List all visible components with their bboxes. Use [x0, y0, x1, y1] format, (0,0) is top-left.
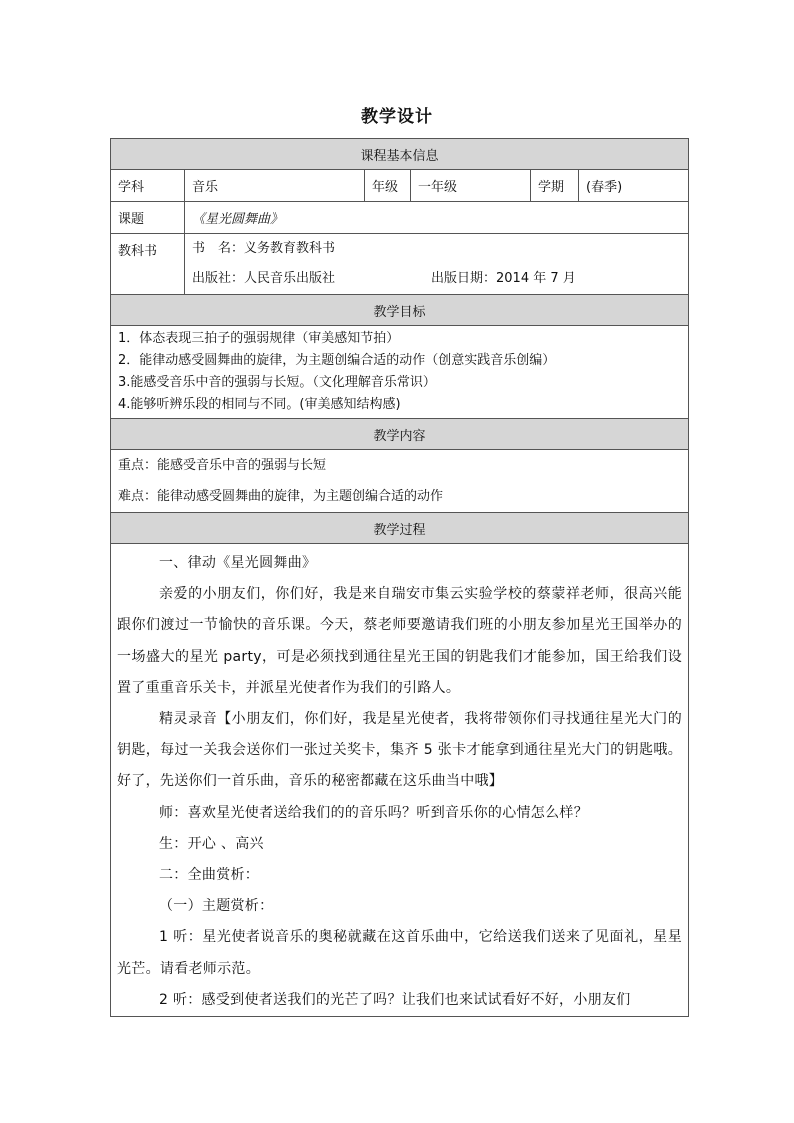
process-header-row	[111, 513, 689, 544]
difficult-point: 难点：能律动感受圆舞曲的旋律，为主题创编合适的动作	[118, 489, 444, 504]
process-cell	[111, 544, 689, 1017]
textbook-label: 教科书	[111, 234, 185, 295]
process-paragraph: （一）主题赏析：	[159, 898, 274, 915]
goals-header-row	[111, 295, 689, 326]
content-header-row	[111, 419, 689, 450]
lesson-value: 《星光圆舞曲》	[185, 202, 689, 234]
basic-info-header-row	[111, 139, 689, 170]
goals-row	[111, 326, 689, 419]
grade-value: 一年级	[411, 170, 531, 202]
key-point: 重点：能感受音乐中音的强弱与长短	[118, 458, 327, 473]
process-paragraph: 生：开心 、高兴	[159, 835, 264, 852]
content-cell	[111, 450, 689, 513]
content-header: 教学内容	[111, 419, 689, 450]
lesson-plan-table	[110, 138, 689, 1017]
process-paragraph: 一、律动《星光圆舞曲》	[159, 555, 317, 571]
publisher: 出版社：人民音乐出版社	[192, 271, 336, 286]
goal-item: 4.能够听辨乐段的相同与不同。(审美感知结构感)	[118, 397, 401, 412]
document-title: 教学设计	[361, 107, 433, 127]
subject-value: 音乐	[185, 170, 365, 202]
lesson-title-row	[111, 202, 689, 234]
grade-label: 年级	[365, 170, 411, 202]
lesson-label: 课题	[111, 202, 185, 234]
process-header: 教学过程	[111, 513, 689, 544]
process-paragraph: 精灵录音【小朋友们，你们好，我是星光使者，我将带领你们寻找通往星光大门的钥匙，每过一关我会送你们一张过关奖卡，集齐 5 张卡才能拿到通往星光大门的钥匙哦。好了，先送你们一首乐曲，音乐的秘密都藏在这乐曲当中哦】	[117, 711, 683, 790]
process-paragraph: 1 听：星光使者说音乐的奥秘就藏在这首乐曲中，它给送我们送来了见面礼，星星光芒。请看老师示范。	[117, 929, 683, 977]
process-paragraph: 亲爱的小朋友们，你们好，我是来自瑞安市集云实验学校的蔡蒙祥老师，很高兴能跟你们渡过一节愉快的音乐课。今天，蔡老师要邀请我们班的小朋友参加星光王国举办的一场盛大的星光 party，可是必须找到通往星光王国的钥匙我们才能参加，国王给我们设置了重重音乐关卡，并派星光使者作为我们的引路人。	[117, 586, 683, 696]
goals-header: 教学目标	[111, 295, 689, 326]
process-row	[111, 544, 689, 1017]
subject-label: 学科	[111, 170, 185, 202]
goals-list	[111, 326, 689, 419]
basic-info-row	[111, 170, 689, 202]
term-label: 学期	[531, 170, 579, 202]
goal-item: 2．能律动感受圆舞曲的旋律，为主题创编合适的动作（创意实践音乐创编）	[118, 353, 556, 368]
goal-item: 1．体态表现三拍子的强弱规律（审美感知节拍）	[118, 331, 400, 346]
content-row	[111, 450, 689, 513]
process-paragraph: 2 听：感受到使者送我们的光芒了吗？让我们也来试试看好不好，小朋友们	[159, 991, 631, 1008]
publish-date: 出版日期：2014 年 7 月	[431, 271, 576, 286]
process-paragraph: 二：全曲赏析：	[159, 867, 260, 884]
textbook-info	[185, 234, 689, 295]
textbook-row	[111, 234, 689, 295]
basic-info-header: 课程基本信息	[111, 139, 689, 170]
publisher-line	[192, 264, 681, 294]
process-paragraph: 师：喜欢星光使者送给我们的的音乐吗？听到音乐你的心情怎么样？	[159, 804, 588, 821]
book-name: 书 名：义务教育教科书	[192, 241, 336, 256]
goal-item: 3.能感受音乐中音的强弱与长短。（文化理解音乐常识）	[118, 375, 436, 390]
term-value: (春季)	[579, 170, 689, 202]
